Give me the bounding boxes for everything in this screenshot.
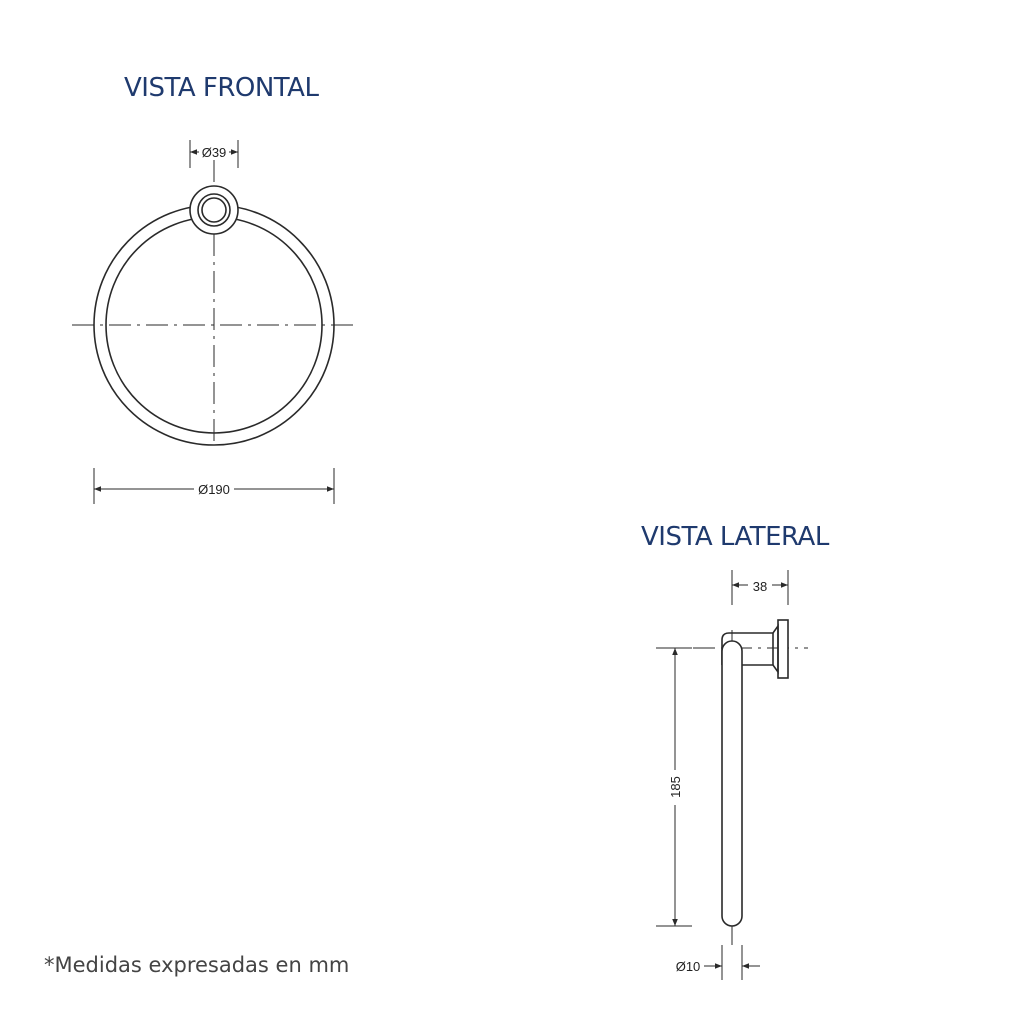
dim-bar-diameter bbox=[676, 945, 760, 980]
dim-height bbox=[656, 648, 692, 926]
units-note: *Medidas expresadas en mm bbox=[44, 953, 350, 977]
dim-bar-label: Ø10 bbox=[675, 959, 701, 974]
dim-depth bbox=[732, 570, 788, 605]
wall-plate bbox=[742, 620, 788, 678]
front-view-drawing bbox=[72, 160, 358, 445]
mounting-base bbox=[190, 186, 238, 234]
dim-mount-label: Ø39 bbox=[201, 145, 227, 160]
dim-ring-label: Ø190 bbox=[198, 482, 230, 497]
dim-ring-diameter bbox=[94, 468, 334, 504]
dim-depth-label: 38 bbox=[752, 579, 768, 594]
dim-height-label: 185 bbox=[668, 776, 683, 798]
ring-side-bar bbox=[722, 641, 742, 926]
side-view-title: VISTA LATERAL bbox=[641, 522, 829, 552]
front-view-title: VISTA FRONTAL bbox=[124, 73, 319, 103]
